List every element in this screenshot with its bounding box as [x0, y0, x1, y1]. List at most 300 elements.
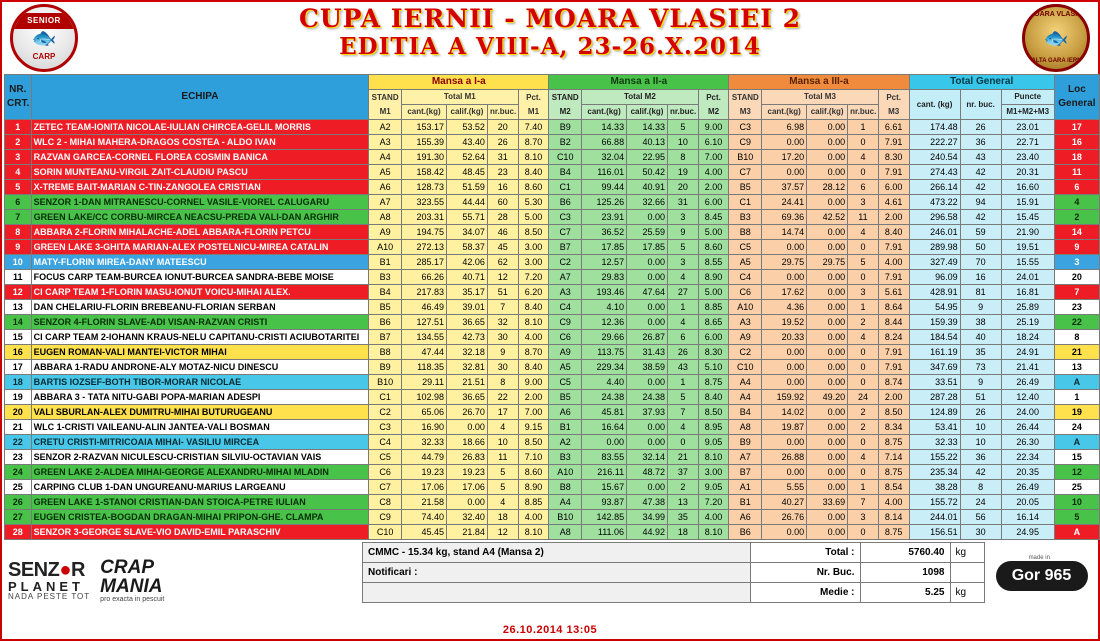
row-stand-m1: C3: [369, 420, 402, 435]
row-nr: 9: [5, 240, 32, 255]
row-m1-nrbuc: 12: [487, 525, 518, 540]
page-title-line1: CUPA IERNII - MOARA VLASIEI 2: [298, 4, 802, 33]
row-m3-cant: 159.92: [762, 390, 807, 405]
row-m2-nrbuc: 6: [668, 330, 699, 345]
row-stand-m3: C2: [729, 345, 762, 360]
row-nr: 5: [5, 180, 32, 195]
row-stand-m2: C7: [549, 225, 582, 240]
row-stand-m2: B8: [549, 480, 582, 495]
row-m2-nrbuc: 2: [668, 480, 699, 495]
col-m2-nrbuc: nr.buc.: [668, 105, 699, 120]
table-row[interactable]: [5, 450, 1100, 465]
table-row[interactable]: [5, 315, 1100, 330]
row-m1-cant: 74.40: [402, 510, 447, 525]
row-stand-m2: C9: [549, 315, 582, 330]
medie-value: 5.25: [860, 583, 950, 603]
row-stand-m3: B10: [729, 150, 762, 165]
row-m3-pct: 8.74: [878, 375, 909, 390]
row-total-cant: 246.01: [909, 225, 960, 240]
col-echipa: ECHIPA: [31, 75, 369, 120]
row-team-name: SENZOR 1-DAN MITRANESCU-CORNEL VASILE-VIOREL CALUGARU: [31, 195, 369, 210]
row-nr: 27: [5, 510, 32, 525]
row-total-nrbuc: 70: [960, 255, 1001, 270]
row-stand-m3: A8: [729, 420, 762, 435]
row-total-nrbuc: 42: [960, 180, 1001, 195]
row-stand-m2: A6: [549, 405, 582, 420]
row-m3-calif: 49.20: [807, 390, 848, 405]
row-m1-calif: 19.23: [447, 465, 488, 480]
row-total-nrbuc: 9: [960, 300, 1001, 315]
row-team-name: GREEN LAKE 3-GHITA MARIAN-ALEX POSTELNICU-MIREA CATALIN: [31, 240, 369, 255]
row-total-nrbuc: 56: [960, 510, 1001, 525]
row-stand-m1: B7: [369, 330, 402, 345]
row-stand-m2: B4: [549, 165, 582, 180]
row-team-name: X-TREME BAIT-MARIAN C-TIN-ZANGOLEA CRISTIAN: [31, 180, 369, 195]
row-m3-calif: 0.00: [807, 330, 848, 345]
cmmc-note: CMMC - 15.34 kg, stand A4 (Mansa 2): [363, 543, 751, 563]
table-row[interactable]: [5, 375, 1100, 390]
table-row[interactable]: [5, 150, 1100, 165]
table-row[interactable]: [5, 330, 1100, 345]
table-row[interactable]: [5, 225, 1100, 240]
row-m2-cant: 93.87: [582, 495, 627, 510]
col-stand-m3-l2: M3: [739, 106, 751, 116]
row-nr: 13: [5, 300, 32, 315]
row-m2-pct: 8.40: [698, 390, 729, 405]
row-stand-m3: A7: [729, 450, 762, 465]
row-stand-m1: B10: [369, 375, 402, 390]
row-m2-calif: 17.85: [627, 240, 668, 255]
row-m1-calif: 0.00: [447, 495, 488, 510]
row-m1-pct: 5.30: [518, 195, 549, 210]
row-m3-pct: 8.64: [878, 300, 909, 315]
results-table: [4, 74, 1100, 540]
row-stand-m3: B9: [729, 435, 762, 450]
results-table-wrap: [2, 74, 1098, 540]
col-stand-m3-l1: STAND: [731, 92, 759, 102]
row-loc-general: 14: [1054, 225, 1099, 240]
row-m3-cant: 4.36: [762, 300, 807, 315]
row-stand-m2: B6: [549, 195, 582, 210]
row-m3-calif: 0.00: [807, 270, 848, 285]
row-m2-cant: 229.34: [582, 360, 627, 375]
row-stand-m3: B3: [729, 210, 762, 225]
row-m1-cant: 153.17: [402, 120, 447, 135]
row-m1-cant: 46.49: [402, 300, 447, 315]
row-m1-pct: 3.00: [518, 240, 549, 255]
table-row[interactable]: [5, 435, 1100, 450]
row-stand-m1: A7: [369, 195, 402, 210]
row-m2-nrbuc: 1: [668, 300, 699, 315]
row-stand-m1: A9: [369, 225, 402, 240]
row-loc-general: 1: [1054, 390, 1099, 405]
row-m1-cant: 155.39: [402, 135, 447, 150]
row-m3-cant: 19.52: [762, 315, 807, 330]
sponsor-senzor-name: [8, 560, 90, 580]
row-m3-calif: 0.00: [807, 420, 848, 435]
table-row[interactable]: [5, 345, 1100, 360]
row-total-nrbuc: 26: [960, 120, 1001, 135]
row-m2-nrbuc: 37: [668, 465, 699, 480]
col-nr-crt-line2: CRT.: [7, 98, 30, 109]
row-nr: 12: [5, 285, 32, 300]
row-m2-nrbuc: 21: [668, 450, 699, 465]
row-m1-pct: 8.90: [518, 480, 549, 495]
col-m1-calif: calif.(kg): [447, 105, 488, 120]
row-m2-cant: 29.66: [582, 330, 627, 345]
row-stand-m3: A4: [729, 375, 762, 390]
row-m1-pct: 8.40: [518, 360, 549, 375]
row-total-nrbuc: 42: [960, 165, 1001, 180]
row-m2-pct: 8.95: [698, 420, 729, 435]
senior-carp-logo-sub: CARP: [32, 52, 56, 61]
col-loc-general: [1054, 75, 1099, 120]
table-row[interactable]: [5, 180, 1100, 195]
row-m1-calif: 32.40: [447, 510, 488, 525]
row-m1-nrbuc: 32: [487, 315, 518, 330]
row-m1-pct: 4.00: [518, 510, 549, 525]
sponsor-crap-line2: MANIA: [100, 575, 163, 597]
row-m3-pct: 8.50: [878, 405, 909, 420]
row-stand-m2: B5: [549, 390, 582, 405]
row-total-puncte: 15.55: [1001, 255, 1054, 270]
notificari-label: Notificari :: [363, 563, 751, 583]
col-pct-m1: [518, 90, 549, 120]
row-m3-cant: 0.00: [762, 345, 807, 360]
row-m1-nrbuc: 20: [487, 120, 518, 135]
table-row[interactable]: [5, 135, 1100, 150]
row-stand-m3: C1: [729, 195, 762, 210]
row-nr: 11: [5, 270, 32, 285]
row-m2-nrbuc: 31: [668, 195, 699, 210]
row-nr: 3: [5, 150, 32, 165]
row-total-cant: 33.51: [909, 375, 960, 390]
row-m2-pct: 4.00: [698, 510, 729, 525]
col-m1-cant: cant.(kg): [402, 105, 447, 120]
table-row[interactable]: [5, 405, 1100, 420]
row-m3-nrbuc: 0: [848, 345, 879, 360]
row-m3-nrbuc: 1: [848, 120, 879, 135]
row-m1-nrbuc: 8: [487, 375, 518, 390]
table-row[interactable]: [5, 360, 1100, 375]
row-m3-calif: 29.75: [807, 255, 848, 270]
row-stand-m3: A3: [729, 315, 762, 330]
row-m3-pct: 8.75: [878, 435, 909, 450]
row-m2-nrbuc: 26: [668, 345, 699, 360]
row-m2-calif: 44.92: [627, 525, 668, 540]
row-m2-pct: 8.85: [698, 300, 729, 315]
row-total-cant: 38.28: [909, 480, 960, 495]
row-m1-cant: 158.42: [402, 165, 447, 180]
row-m3-calif: 0.00: [807, 285, 848, 300]
row-loc-general: 9: [1054, 240, 1099, 255]
row-stand-m3: B7: [729, 465, 762, 480]
row-stand-m1: B8: [369, 345, 402, 360]
row-stand-m1: B3: [369, 270, 402, 285]
page-footer: [2, 540, 1098, 620]
results-table-body: [5, 120, 1100, 540]
row-stand-m1: B5: [369, 300, 402, 315]
row-m2-calif: 40.91: [627, 180, 668, 195]
row-m1-calif: 48.45: [447, 165, 488, 180]
row-total-nrbuc: 35: [960, 345, 1001, 360]
row-m3-calif: 0.00: [807, 315, 848, 330]
row-m2-nrbuc: 20: [668, 180, 699, 195]
row-m1-cant: 32.33: [402, 435, 447, 450]
row-m1-pct: 4.00: [518, 330, 549, 345]
row-m1-cant: 102.98: [402, 390, 447, 405]
row-m2-pct: 8.10: [698, 450, 729, 465]
row-m1-nrbuc: 23: [487, 165, 518, 180]
table-row[interactable]: [5, 465, 1100, 480]
row-total-nrbuc: 10: [960, 435, 1001, 450]
row-m3-calif: 28.12: [807, 180, 848, 195]
nrbuc-unit: [950, 563, 984, 583]
row-loc-general: 11: [1054, 165, 1099, 180]
row-total-cant: 240.54: [909, 150, 960, 165]
row-m3-calif: 0.00: [807, 195, 848, 210]
col-stand-m1-l1: STAND: [371, 92, 399, 102]
row-team-name: CARPING CLUB 1-DAN UNGUREANU-MARIUS LARGEANU: [31, 480, 369, 495]
row-m1-calif: 40.71: [447, 270, 488, 285]
row-m3-calif: 0.00: [807, 225, 848, 240]
col-stand-m3: [729, 90, 762, 120]
col-stand-m2-l1: STAND: [551, 92, 579, 102]
table-row[interactable]: [5, 300, 1100, 315]
row-total-puncte: 23.01: [1001, 120, 1054, 135]
col-pct-m2-l2: M2: [708, 106, 720, 116]
nrbuc-value: 1098: [860, 563, 950, 583]
row-nr: 23: [5, 450, 32, 465]
row-m1-nrbuc: 30: [487, 360, 518, 375]
row-m2-calif: 37.93: [627, 405, 668, 420]
row-loc-general: A: [1054, 435, 1099, 450]
row-m3-cant: 14.74: [762, 225, 807, 240]
row-stand-m1: C5: [369, 450, 402, 465]
col-nr-crt-line1: NR.: [9, 84, 27, 95]
col-total-m2: Total M2: [582, 90, 699, 105]
table-row[interactable]: [5, 120, 1100, 135]
row-stand-m2: B3: [549, 450, 582, 465]
row-m1-calif: 21.84: [447, 525, 488, 540]
table-row[interactable]: [5, 390, 1100, 405]
row-m3-pct: 4.00: [878, 495, 909, 510]
made-in-label: made in: [1028, 554, 1050, 561]
row-m1-cant: 323.55: [402, 195, 447, 210]
row-m3-nrbuc: 0: [848, 240, 879, 255]
row-total-puncte: 23.40: [1001, 150, 1054, 165]
sponsor-senzor-sub: PLANET: [8, 578, 84, 594]
row-m1-cant: 128.73: [402, 180, 447, 195]
row-m1-nrbuc: 51: [487, 285, 518, 300]
row-stand-m2: B7: [549, 240, 582, 255]
row-m2-cant: 66.88: [582, 135, 627, 150]
row-m2-pct: 9.00: [698, 120, 729, 135]
row-m3-cant: 17.20: [762, 150, 807, 165]
col-m3-calif: calif.(kg): [807, 105, 848, 120]
row-total-puncte: 22.34: [1001, 450, 1054, 465]
row-m1-cant: 65.06: [402, 405, 447, 420]
row-m1-nrbuc: 4: [487, 420, 518, 435]
page-header: [2, 2, 1098, 74]
row-m1-cant: 66.26: [402, 270, 447, 285]
sponsor-senzor-word1: SENZ: [8, 558, 60, 581]
row-loc-general: 17: [1054, 120, 1099, 135]
row-m2-pct: 8.10: [698, 525, 729, 540]
row-loc-general: 8: [1054, 330, 1099, 345]
sponsor-gor965-text: Gor 965: [1011, 566, 1072, 584]
row-stand-m1: A6: [369, 180, 402, 195]
row-m3-nrbuc: 3: [848, 510, 879, 525]
table-row[interactable]: [5, 195, 1100, 210]
row-m3-calif: 0.00: [807, 405, 848, 420]
row-total-puncte: 16.60: [1001, 180, 1054, 195]
row-m3-pct: 7.91: [878, 270, 909, 285]
row-nr: 16: [5, 345, 32, 360]
table-row[interactable]: [5, 525, 1100, 540]
row-total-nrbuc: 51: [960, 390, 1001, 405]
row-m2-nrbuc: 35: [668, 510, 699, 525]
row-m2-nrbuc: 0: [668, 435, 699, 450]
table-row[interactable]: [5, 210, 1100, 225]
row-stand-m1: A3: [369, 135, 402, 150]
row-m2-nrbuc: 7: [668, 405, 699, 420]
row-total-puncte: 15.91: [1001, 195, 1054, 210]
row-m1-calif: 42.73: [447, 330, 488, 345]
row-m3-nrbuc: 24: [848, 390, 879, 405]
table-row[interactable]: [5, 510, 1100, 525]
row-m3-cant: 0.00: [762, 240, 807, 255]
row-team-name: WLC 1-CRISTI VAILEANU-ALIN JANTEA-VALI BOSMAN: [31, 420, 369, 435]
row-m2-pct: 8.65: [698, 315, 729, 330]
row-m3-calif: 0.00: [807, 240, 848, 255]
row-loc-general: 25: [1054, 480, 1099, 495]
table-row[interactable]: [5, 420, 1100, 435]
row-nr: 26: [5, 495, 32, 510]
col-total-m1: Total M1: [402, 90, 519, 105]
row-m3-cant: 26.88: [762, 450, 807, 465]
row-m3-calif: 0.00: [807, 450, 848, 465]
row-m1-calif: 32.81: [447, 360, 488, 375]
row-total-cant: 184.54: [909, 330, 960, 345]
row-m1-pct: 2.00: [518, 390, 549, 405]
row-m2-calif: 0.00: [627, 210, 668, 225]
row-m2-calif: 38.59: [627, 360, 668, 375]
col-pct-m3: [878, 90, 909, 120]
row-total-nrbuc: 8: [960, 480, 1001, 495]
row-m1-calif: 52.64: [447, 150, 488, 165]
row-m3-calif: 0.00: [807, 510, 848, 525]
row-m3-nrbuc: 0: [848, 165, 879, 180]
row-stand-m3: C4: [729, 270, 762, 285]
row-m2-cant: 45.81: [582, 405, 627, 420]
row-team-name: ZETEC TEAM-IONITA NICOLAE-IULIAN CHIRCEA-GELIL MORRIS: [31, 120, 369, 135]
row-m2-cant: 99.44: [582, 180, 627, 195]
row-m1-calif: 55.71: [447, 210, 488, 225]
col-m2-calif: calif.(kg): [627, 105, 668, 120]
row-total-nrbuc: 38: [960, 315, 1001, 330]
row-m2-calif: 26.87: [627, 330, 668, 345]
row-total-puncte: 16.81: [1001, 285, 1054, 300]
row-team-name: ABBARA 2-FLORIN MIHALACHE-ADEL ABBARA-FLORIN PETCU: [31, 225, 369, 240]
row-total-puncte: 20.35: [1001, 465, 1054, 480]
row-stand-m3: B8: [729, 225, 762, 240]
row-nr: 6: [5, 195, 32, 210]
row-m2-calif: 32.66: [627, 195, 668, 210]
row-m2-nrbuc: 3: [668, 255, 699, 270]
row-m2-pct: 9.05: [698, 480, 729, 495]
row-m3-calif: 0.00: [807, 150, 848, 165]
row-stand-m2: A2: [549, 435, 582, 450]
row-m1-calif: 42.06: [447, 255, 488, 270]
row-loc-general: 23: [1054, 300, 1099, 315]
row-m2-calif: 0.00: [627, 420, 668, 435]
table-row[interactable]: [5, 495, 1100, 510]
row-m2-calif: 47.64: [627, 285, 668, 300]
row-stand-m2: B1: [549, 420, 582, 435]
row-total-puncte: 26.30: [1001, 435, 1054, 450]
row-m2-cant: 142.85: [582, 510, 627, 525]
row-loc-general: 6: [1054, 180, 1099, 195]
row-stand-m1: A4: [369, 150, 402, 165]
row-loc-general: 22: [1054, 315, 1099, 330]
table-row[interactable]: [5, 285, 1100, 300]
row-m2-nrbuc: 19: [668, 165, 699, 180]
sponsor-crap-mania: [100, 558, 164, 603]
row-m1-cant: 203.31: [402, 210, 447, 225]
row-m1-calif: 53.52: [447, 120, 488, 135]
row-total-nrbuc: 42: [960, 465, 1001, 480]
row-stand-m2: C10: [549, 150, 582, 165]
row-m2-pct: 9.05: [698, 435, 729, 450]
row-total-nrbuc: 50: [960, 240, 1001, 255]
row-m1-pct: 9.15: [518, 420, 549, 435]
table-row[interactable]: [5, 480, 1100, 495]
row-m3-cant: 29.75: [762, 255, 807, 270]
row-m3-nrbuc: 3: [848, 195, 879, 210]
table-row[interactable]: [5, 255, 1100, 270]
row-total-cant: 347.69: [909, 360, 960, 375]
row-m3-cant: 6.98: [762, 120, 807, 135]
row-m3-nrbuc: 0: [848, 360, 879, 375]
row-m1-cant: 285.17: [402, 255, 447, 270]
row-m3-nrbuc: 2: [848, 315, 879, 330]
table-row[interactable]: [5, 165, 1100, 180]
row-stand-m2: C5: [549, 375, 582, 390]
row-m1-nrbuc: 18: [487, 510, 518, 525]
table-row[interactable]: [5, 270, 1100, 285]
row-m3-pct: 7.91: [878, 360, 909, 375]
row-total-puncte: 24.00: [1001, 405, 1054, 420]
row-stand-m3: C10: [729, 360, 762, 375]
col-pct-m3-l2: M3: [888, 106, 900, 116]
row-m2-pct: 7.20: [698, 495, 729, 510]
col-nr-crt: [5, 75, 32, 120]
table-row[interactable]: [5, 240, 1100, 255]
row-team-name: CRETU CRISTI-MITRICOAIA MIHAI- VASILIU MIRCEA: [31, 435, 369, 450]
row-m1-pct: 8.10: [518, 525, 549, 540]
row-nr: 4: [5, 165, 32, 180]
row-m2-cant: 111.06: [582, 525, 627, 540]
row-m3-calif: 0.00: [807, 360, 848, 375]
row-m2-pct: 8.90: [698, 270, 729, 285]
row-team-name: CI CARP TEAM 1-FLORIN MASU-IONUT VOICU-MIHAI ALEX.: [31, 285, 369, 300]
row-m3-pct: 8.54: [878, 480, 909, 495]
row-m2-nrbuc: 3: [668, 210, 699, 225]
row-m3-nrbuc: 3: [848, 285, 879, 300]
row-total-nrbuc: 73: [960, 360, 1001, 375]
group-total-general: Total General: [909, 75, 1054, 90]
